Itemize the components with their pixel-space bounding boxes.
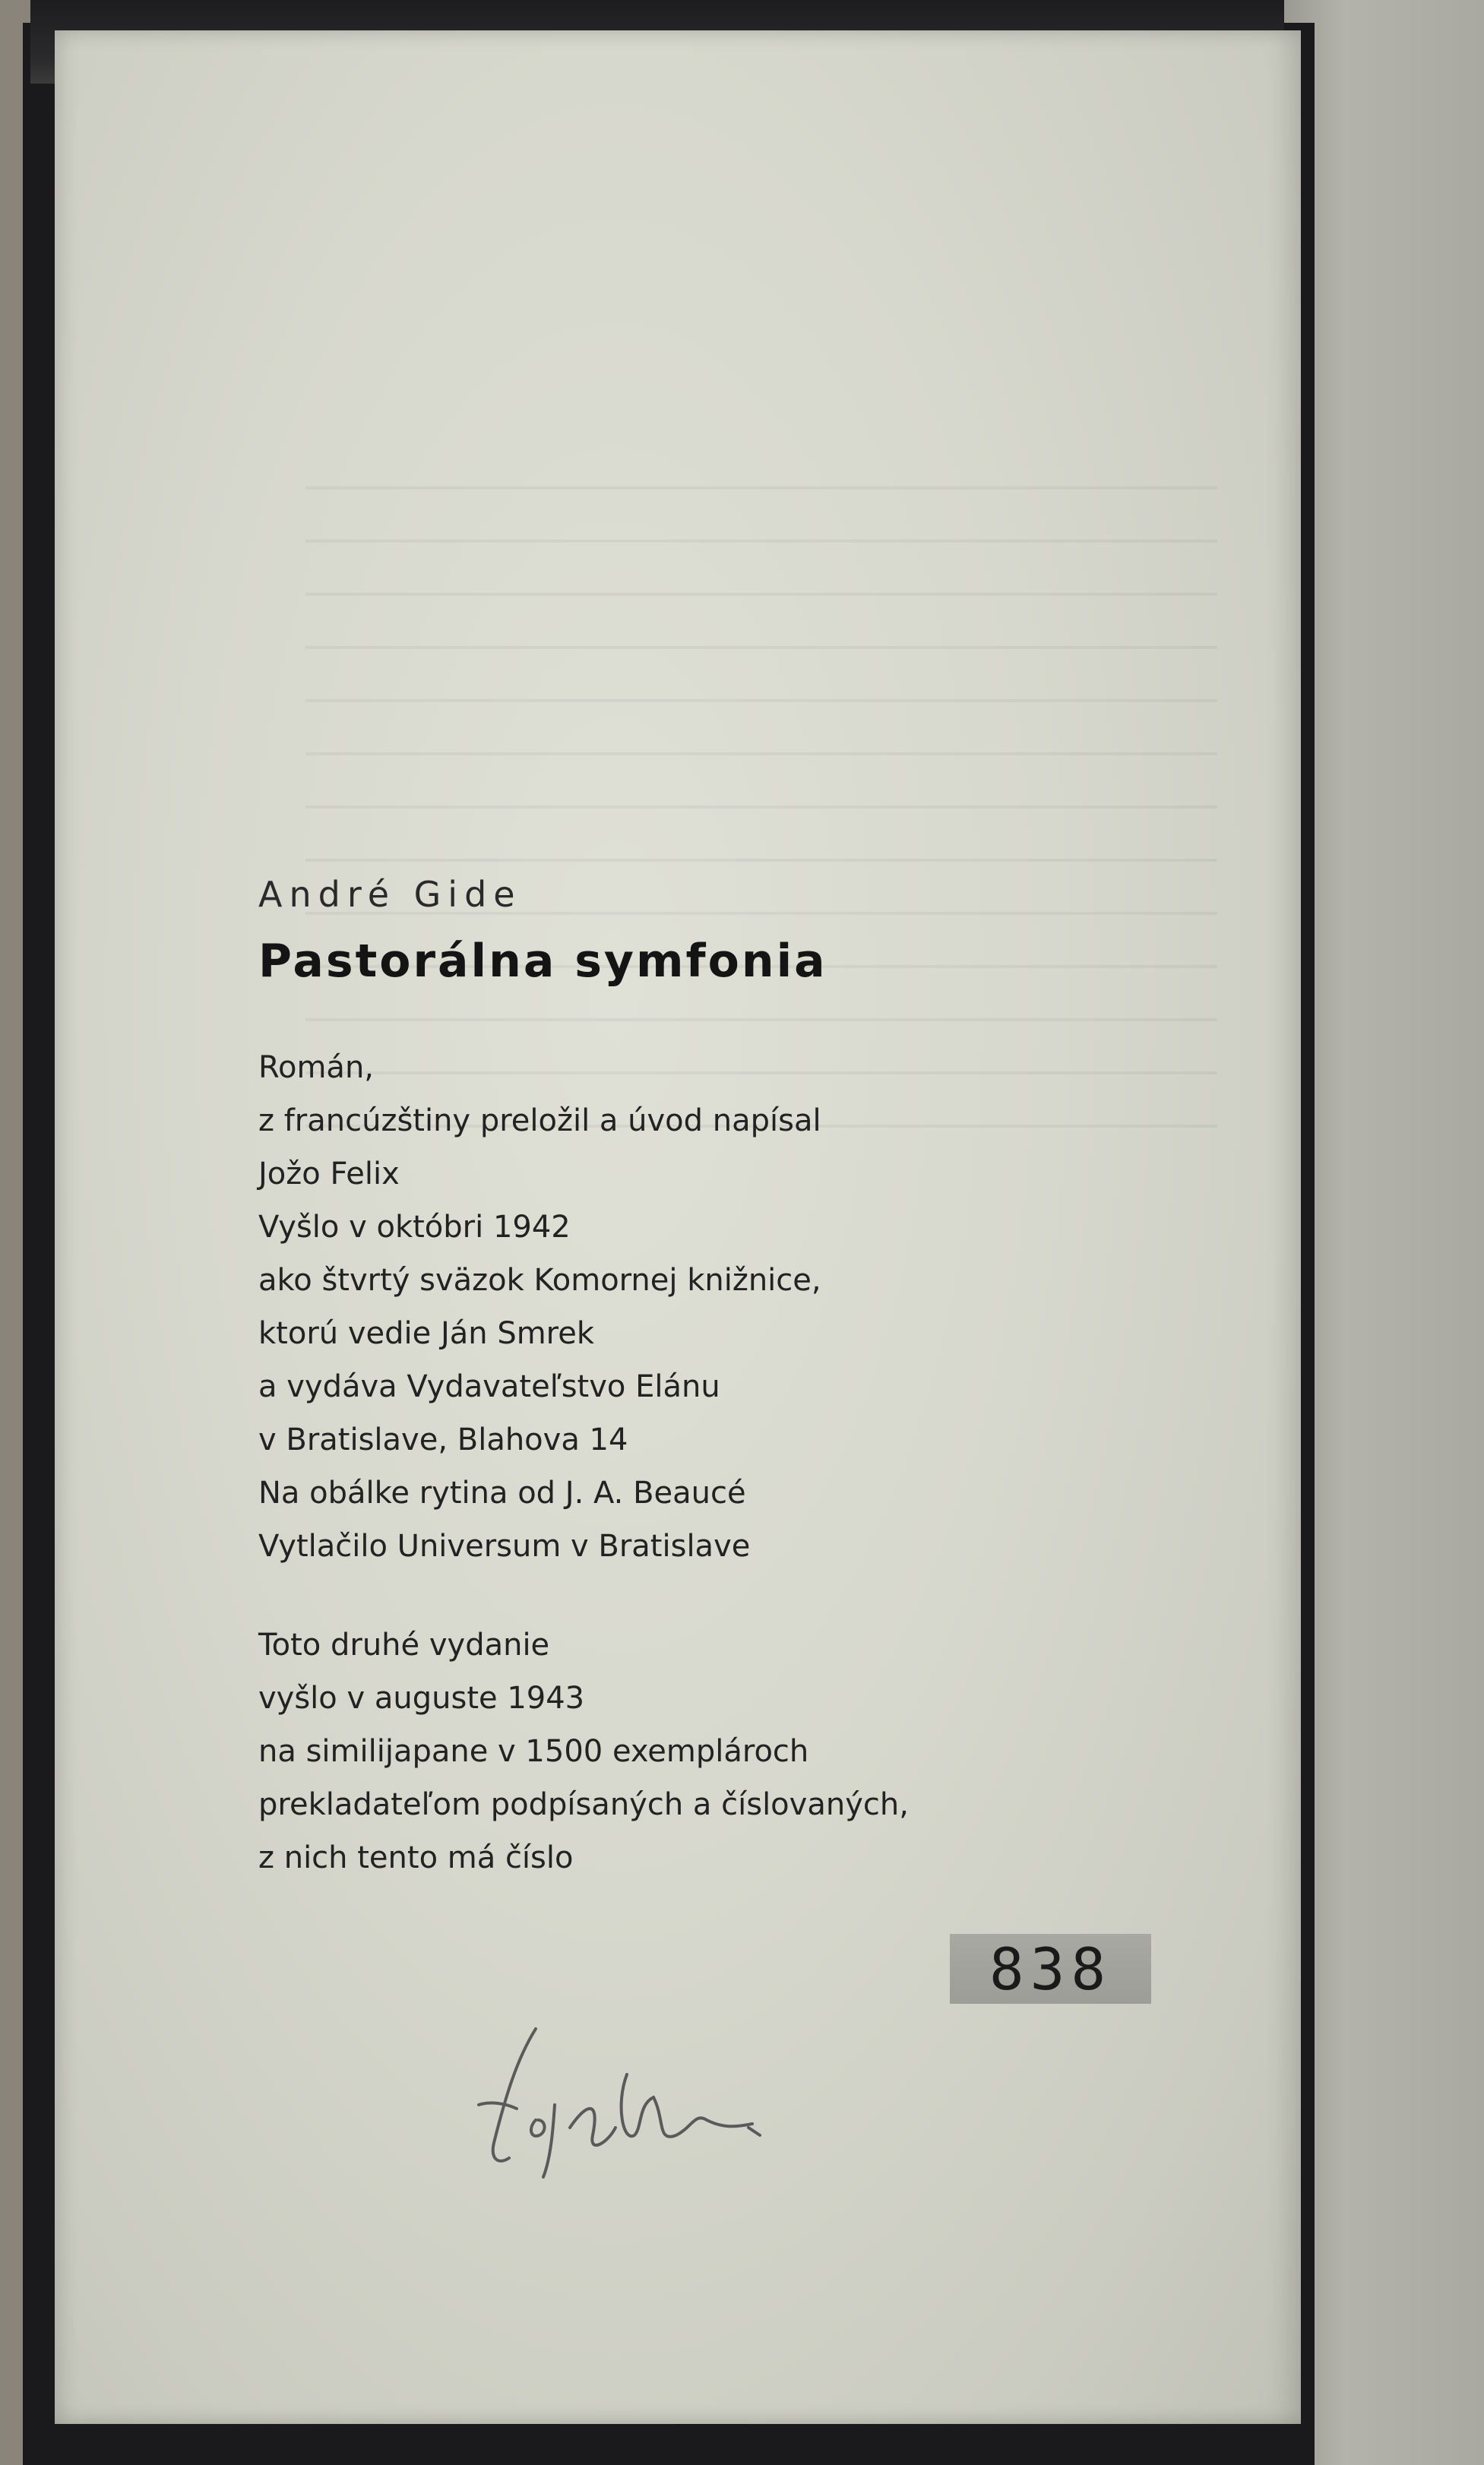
edition-line: vyšlo v auguste 1943 [258,1681,585,1716]
book-title: Pastorálna symfonia [258,935,827,988]
detail-line: a vydáva Vydavateľstvo Elánu [258,1369,720,1404]
detail-line: ktorú vedie Ján Smrek [258,1316,595,1351]
detail-line: v Bratislave, Blahova 14 [258,1422,628,1457]
edition-line: na similijapane v 1500 exemplároch [258,1734,809,1769]
handwritten-signature-icon [464,2014,790,2188]
edition-line: prekladateľom podpísaných a číslovaných, [258,1787,909,1822]
detail-line: ako štvrtý sväzok Komornej knižnice, [258,1263,821,1298]
colophon [258,874,1170,1884]
copy-number-stamp: 838 [950,1934,1151,2004]
detail-line: Na obálke rytina od J. A. Beaucé [258,1476,746,1511]
publication-details [258,1041,1170,1573]
edition-line: z nich tento má číslo [258,1840,574,1875]
detail-line: z francúzštiny preložil a úvod napísal [258,1103,821,1138]
detail-line: Román, [258,1050,375,1085]
detail-line: Vyšlo v októbri 1942 [258,1210,571,1245]
detail-line: Jožo Felix [258,1157,400,1191]
edition-details [258,1619,1170,1884]
author-name: André Gide [258,874,522,915]
edition-line: Toto druhé vydanie [258,1628,550,1663]
detail-line: Vytlačilo Universum v Bratislave [258,1529,751,1564]
